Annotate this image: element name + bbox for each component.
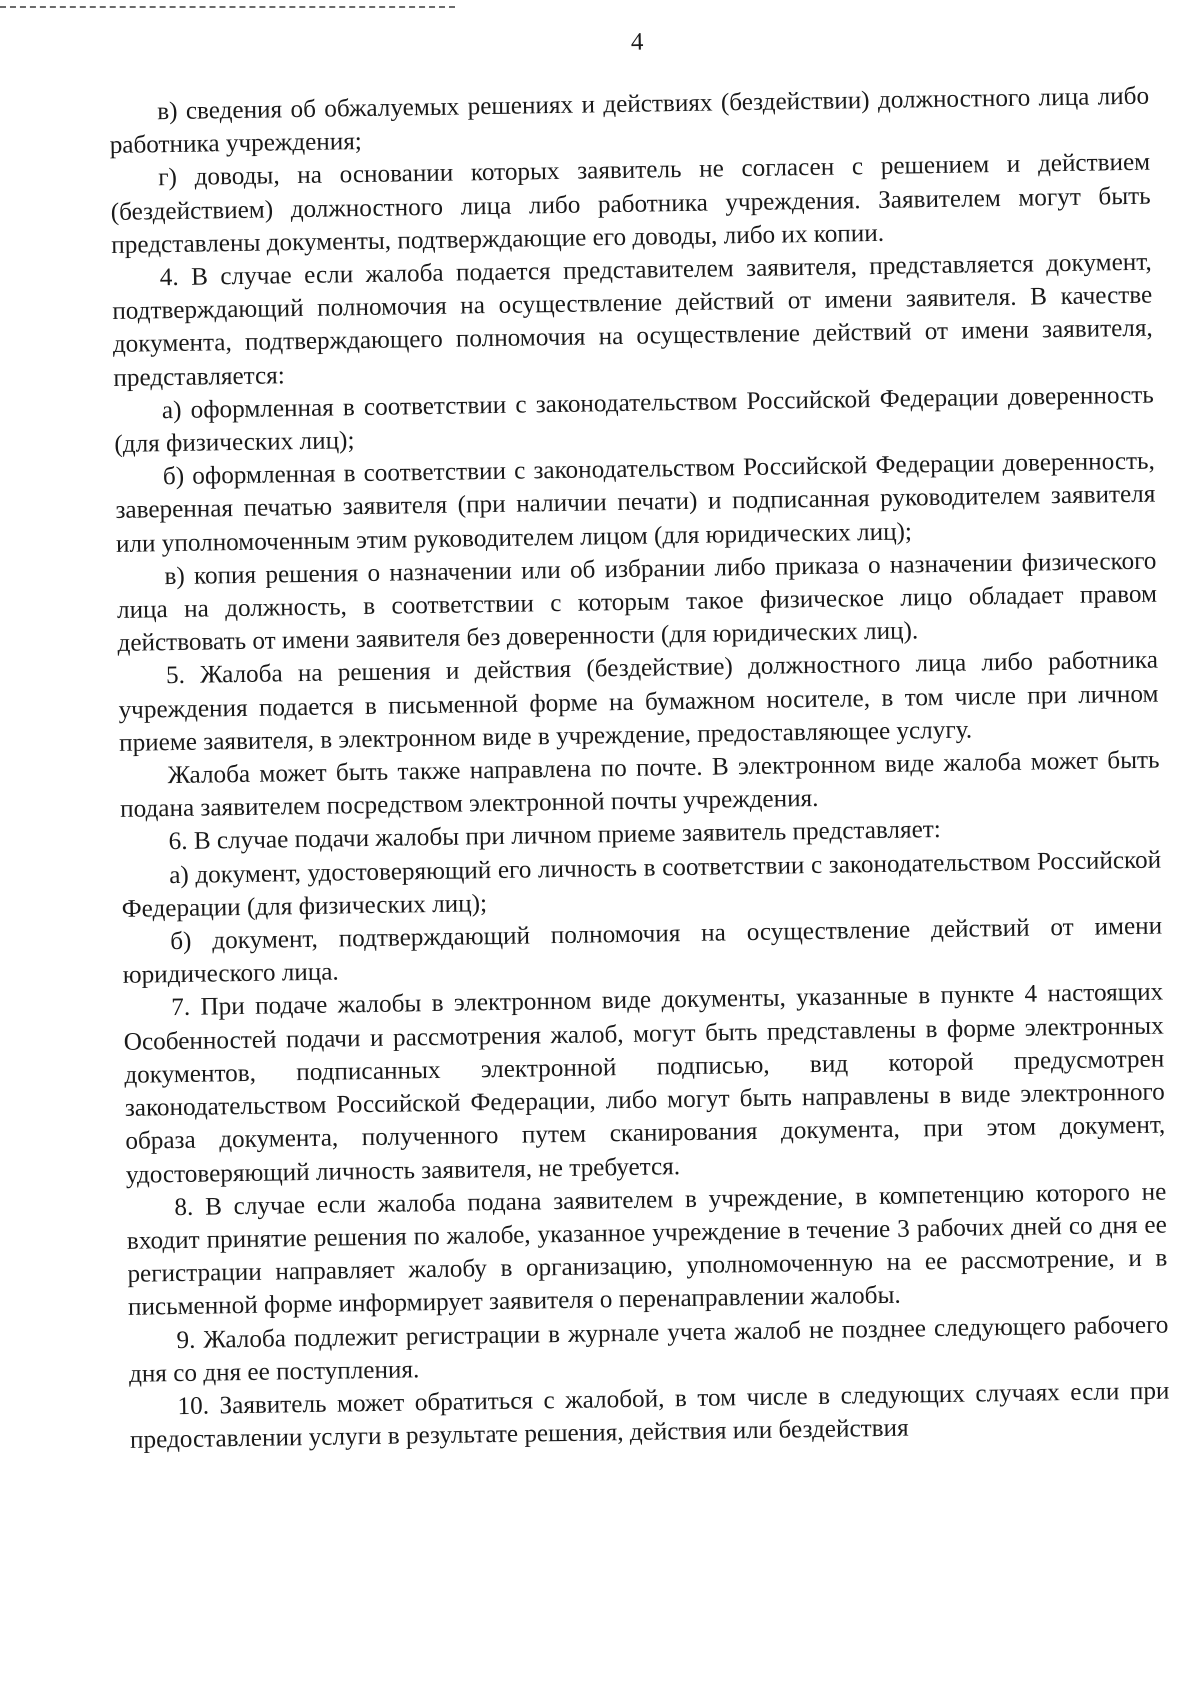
paragraph-8: 8. В случае если жалоба подана заявителем в учреждение, в компетенцию которого не входит принятие решения по жалобе, указанное учреждение в течение 3 рабочих дней со дня ее регистрации направляет жалобу в организацию, уполномоченную на ее рассмотрение, и в письменной форме информирует заявителя о перенаправлении жалобы.: [126, 1178, 1168, 1322]
paragraph-6a: а) документ, удостоверяющий его личность в соответствии с законодательством Российской Федерации (для физических лиц);: [121, 846, 1162, 923]
paragraph-4a: а) оформленная в соответствии с законодательством Российской Федерации доверенность (для физических лиц);: [114, 381, 1154, 458]
paragraph-4: 4. В случае если жалоба подается представителем заявителя, представляется документ, подтверждающий полномочия на осуществление действий от имени заявителя. В качестве документа, подтверждающего полномочия на осуществление действий от имени заявителя, представляется:: [112, 248, 1153, 392]
paragraph-10: 10. Заявитель может обратиться с жалобой, в том числе в следующих случаях если при предоставлении услуги в результате решения, действия или бездействия: [129, 1377, 1170, 1454]
scan-edge-line: [0, 6, 455, 8]
paragraph-6: 6. В случае подачи жалобы при личном приеме заявитель представляет:: [168, 816, 941, 856]
paragraph-3v: в) сведения об обжалуемых решениях и действиях (бездействии) должностного лица либо работника учреждения;: [109, 82, 1150, 160]
paragraph-6b: б) документ, подтверждающий полномочия на осуществление действий от имени юридического лица.: [122, 912, 1163, 990]
paragraph-5-cont: Жалоба может быть также направлена по почте. В электронном виде жалоба может быть подана заявителем посредством электронной почты учреждения.: [119, 746, 1160, 824]
paragraph-7: 7. При подаче жалобы в электронном виде документы, указанные в пункте 4 настоящих Особенностей подачи и рассмотрения жалоб, могут быть представлены в форме электронных документов, подписанных электронной подписью, вид которой предусмотрен законодательством Российской Федерации, либо могут быть направлены в виде электронного образа документа, полученного путем сканирования документа, при этом документ, удостоверяющий личность заявителя, не требуется.: [123, 979, 1166, 1189]
paragraph-4b: б) оформленная в соответствии с законодательством Российской Федерации доверенность, заверенная печатью заявителя (при наличии печати) и подписанная руководителем заявителя или уполномоченным этим руководителем лицом (для юридических лиц);: [115, 447, 1156, 558]
paragraph-5: 5. Жалоба на решения и действия (бездействие) должностного лица либо работника учреждения подается в письменной форме на бумажном носителе, в том числе при личном приеме заявителя, в электронном виде в учреждение, предоставляющее услугу.: [118, 647, 1159, 757]
document-page: [108, 20, 1170, 1457]
paragraph-4v: в) копия решения о назначении или об избрании либо приказа о назначении физического лица на должность, в соответствии с которым такое физическое лицо обладает правом действовать от имени заявителя без доверенности (для юридических лиц).: [116, 547, 1158, 658]
paragraph-9: 9. Жалоба подлежит регистрации в журнале учета жалоб не позднее следующего рабочего дня со дня ее поступления.: [128, 1311, 1169, 1388]
page-number: 4: [630, 28, 644, 56]
paragraph-3g: г) доводы, на основании которых заявитель не согласен с решением и действием (бездействием) должностного лица либо работника учреждения. Заявителем могут быть представлены документы, подтверждающие его доводы, либо их копии.: [110, 149, 1151, 259]
